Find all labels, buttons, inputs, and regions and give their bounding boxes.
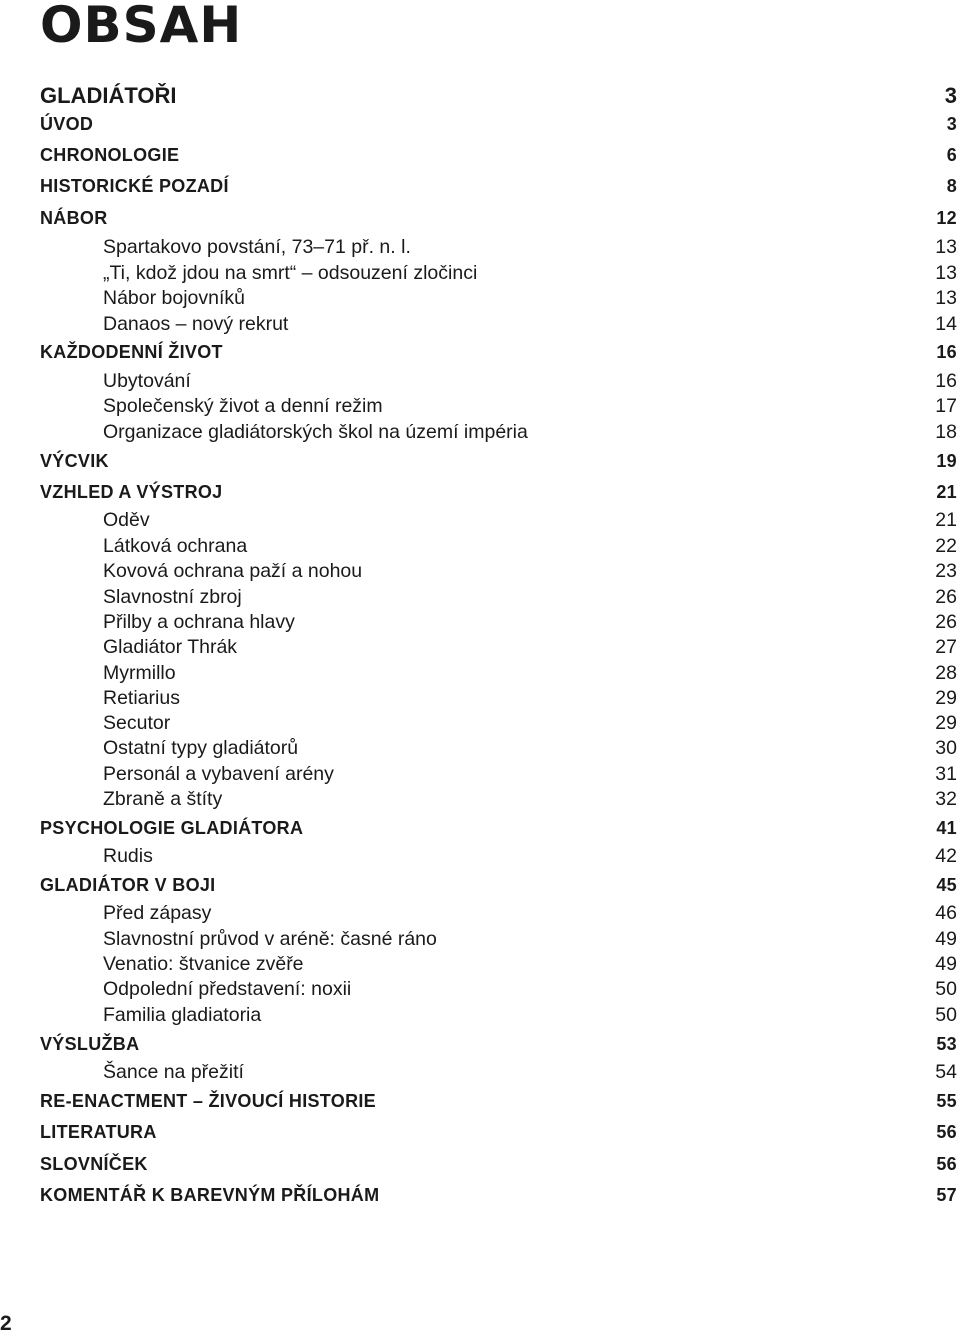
toc-entry-title: Danaos – nový rekrut	[103, 313, 289, 335]
toc-entry-page: 19	[936, 451, 957, 471]
toc-entry	[40, 287, 957, 313]
toc-entry-title: Společenský život a denní režim	[103, 395, 383, 417]
toc-entry-title: NÁBOR	[40, 208, 108, 228]
toc-entry-title: Oděv	[103, 509, 150, 531]
toc-entry-page: 13	[935, 262, 957, 284]
toc-entry-page: 49	[935, 953, 957, 975]
toc-entry	[40, 342, 957, 368]
toc-entry-page: 28	[935, 662, 957, 684]
toc-entry-page: 23	[935, 560, 957, 582]
page-number: 2	[0, 1312, 12, 1335]
toc-entry-title: CHRONOLOGIE	[40, 145, 180, 165]
toc-entry-title: Secutor	[103, 712, 171, 734]
toc-entry-title: Familia gladiatoria	[103, 1004, 262, 1026]
toc-entry-page: 3	[946, 114, 957, 134]
toc-entry-title: „Ti, kdož jdou na smrt“ – odsouzení zločinci	[103, 262, 478, 284]
toc-entry-page: 12	[936, 208, 957, 228]
toc-entry-page: 50	[935, 1004, 957, 1026]
toc-entry-page: 14	[935, 313, 957, 335]
toc-entry-title: Rudis	[103, 845, 153, 867]
toc-entry-page: 21	[936, 482, 957, 502]
toc-entry-title: ÚVOD	[40, 114, 94, 134]
toc-entry	[40, 1034, 957, 1060]
toc-entry	[40, 395, 957, 421]
toc-entry	[40, 83, 957, 109]
toc-entry-title: Látková ochrana	[103, 535, 248, 557]
toc-entry-title: KAŽDODENNÍ ŽIVOT	[40, 342, 223, 362]
toc-entry	[40, 662, 957, 688]
toc-entry-title: Spartakovo povstání, 73–71 př. n. l.	[103, 236, 411, 258]
toc-entry-title: Personál a vybavení arény	[103, 763, 334, 785]
toc-entry-title: PSYCHOLOGIE GLADIÁTORA	[40, 818, 304, 838]
toc-entry-page: 56	[936, 1154, 957, 1174]
toc-entry	[40, 535, 957, 561]
toc-entry-title: Před zápasy	[103, 902, 212, 924]
toc-entry	[40, 370, 957, 396]
toc-entry-title: Nábor bojovníků	[103, 287, 246, 309]
toc-entry	[40, 1004, 957, 1030]
toc-entry	[40, 1154, 957, 1180]
toc-entry-title: Odpolední představení: noxii	[103, 978, 352, 1000]
toc-entry	[40, 1122, 957, 1148]
toc-entry	[40, 114, 957, 140]
toc-entry	[40, 421, 957, 447]
toc-entry-page: 13	[935, 287, 957, 309]
toc-entry	[40, 875, 957, 901]
toc-entry-page: 54	[935, 1061, 957, 1083]
toc-entry-title: Retiarius	[103, 687, 180, 709]
toc-entry-page: 26	[935, 586, 957, 608]
toc-entry	[40, 687, 957, 713]
toc-entry	[40, 262, 957, 288]
toc-entry-title: Gladiátor Thrák	[103, 636, 238, 658]
toc-entry-page: 50	[935, 978, 957, 1000]
toc-entry-page: 32	[935, 788, 957, 810]
toc-entry-title: Slavnostní zbroj	[103, 586, 242, 608]
toc-entry	[40, 482, 957, 508]
page-title: OBSAH	[40, 0, 243, 54]
toc-entry-title: Ostatní typy gladiátorů	[103, 737, 299, 759]
toc-entry	[40, 818, 957, 844]
toc-entry-page: 16	[935, 370, 957, 392]
toc-entry-page: 18	[935, 421, 957, 443]
toc-entry-title: LITERATURA	[40, 1122, 157, 1142]
toc-entry-title: Venatio: štvanice zvěře	[103, 953, 304, 975]
toc-entry-page: 46	[935, 902, 957, 924]
toc-entry-page: 29	[935, 712, 957, 734]
toc-entry-page: 29	[935, 687, 957, 709]
toc-entry-title: SLOVNÍČEK	[40, 1154, 148, 1174]
toc-entry-title: VÝSLUŽBA	[40, 1034, 140, 1054]
toc-entry-title: Myrmillo	[103, 662, 176, 684]
toc-entry	[40, 978, 957, 1004]
toc-entry-title: VÝCVIK	[40, 451, 109, 471]
toc-entry	[40, 1061, 957, 1087]
toc-entry-page: 30	[935, 737, 957, 759]
toc-entry-page: 21	[935, 509, 957, 531]
toc-entry	[40, 788, 957, 814]
toc-entry-page: 31	[935, 763, 957, 785]
toc-entry	[40, 902, 957, 928]
toc-entry-title: VZHLED A VÝSTROJ	[40, 482, 223, 502]
toc-entry-page: 49	[935, 928, 957, 950]
toc-entry	[40, 145, 957, 171]
toc-entry	[40, 928, 957, 954]
toc-entry-title: Ubytování	[103, 370, 191, 392]
toc-entry-page: 27	[935, 636, 957, 658]
toc-entry	[40, 560, 957, 586]
toc-entry	[40, 763, 957, 789]
toc-entry-page: 53	[936, 1034, 957, 1054]
toc-entry	[40, 509, 957, 535]
toc-entry-page: 13	[935, 236, 957, 258]
toc-entry	[40, 712, 957, 738]
toc-entry	[40, 953, 957, 979]
toc-entry-page: 17	[935, 395, 957, 417]
toc-entry	[40, 1091, 957, 1117]
toc-entry-page: 45	[936, 875, 957, 895]
toc-entry-page: 6	[946, 145, 957, 165]
toc-entry	[40, 313, 957, 339]
toc-entry-title: Šance na přežití	[103, 1061, 244, 1083]
toc-entry	[40, 451, 957, 477]
toc-entry-title: Organizace gladiátorských škol na území impéria	[103, 421, 528, 443]
toc-entry	[40, 737, 957, 763]
toc-entry-title: RE-ENACTMENT – ŽIVOUCÍ HISTORIE	[40, 1091, 376, 1111]
toc-entry-page: 57	[936, 1185, 957, 1205]
toc-entry-page: 8	[946, 176, 957, 196]
toc-entry-title: KOMENTÁŘ K BAREVNÝM PŘÍLOHÁM	[40, 1185, 380, 1205]
toc-entry-title: Přilby a ochrana hlavy	[103, 611, 295, 633]
toc-entry-title: HISTORICKÉ POZADÍ	[40, 176, 229, 196]
toc-entry-title: Kovová ochrana paží a nohou	[103, 560, 363, 582]
toc-entry-page: 56	[936, 1122, 957, 1142]
toc-entry-page: 42	[935, 845, 957, 867]
toc-entry-page: 41	[936, 818, 957, 838]
toc-entry	[40, 636, 957, 662]
toc-entry-title: GLADIÁTOŘI	[40, 83, 177, 108]
toc-entry	[40, 236, 957, 262]
toc-entry-title: Slavnostní průvod v aréně: časné ráno	[103, 928, 437, 950]
toc-entry	[40, 1185, 957, 1211]
toc-entry-title: Zbraně a štíty	[103, 788, 223, 810]
toc-entry-page: 3	[944, 83, 957, 108]
toc-entry-title: GLADIÁTOR V BOJI	[40, 875, 216, 895]
toc-entry	[40, 176, 957, 202]
toc-entry	[40, 611, 957, 637]
toc-entry	[40, 586, 957, 612]
toc-entry-page: 22	[935, 535, 957, 557]
toc-entry-page: 16	[936, 342, 957, 362]
toc-entry-page: 55	[936, 1091, 957, 1111]
toc-entry-page: 26	[935, 611, 957, 633]
toc-entry	[40, 208, 957, 234]
toc-entry	[40, 845, 957, 871]
